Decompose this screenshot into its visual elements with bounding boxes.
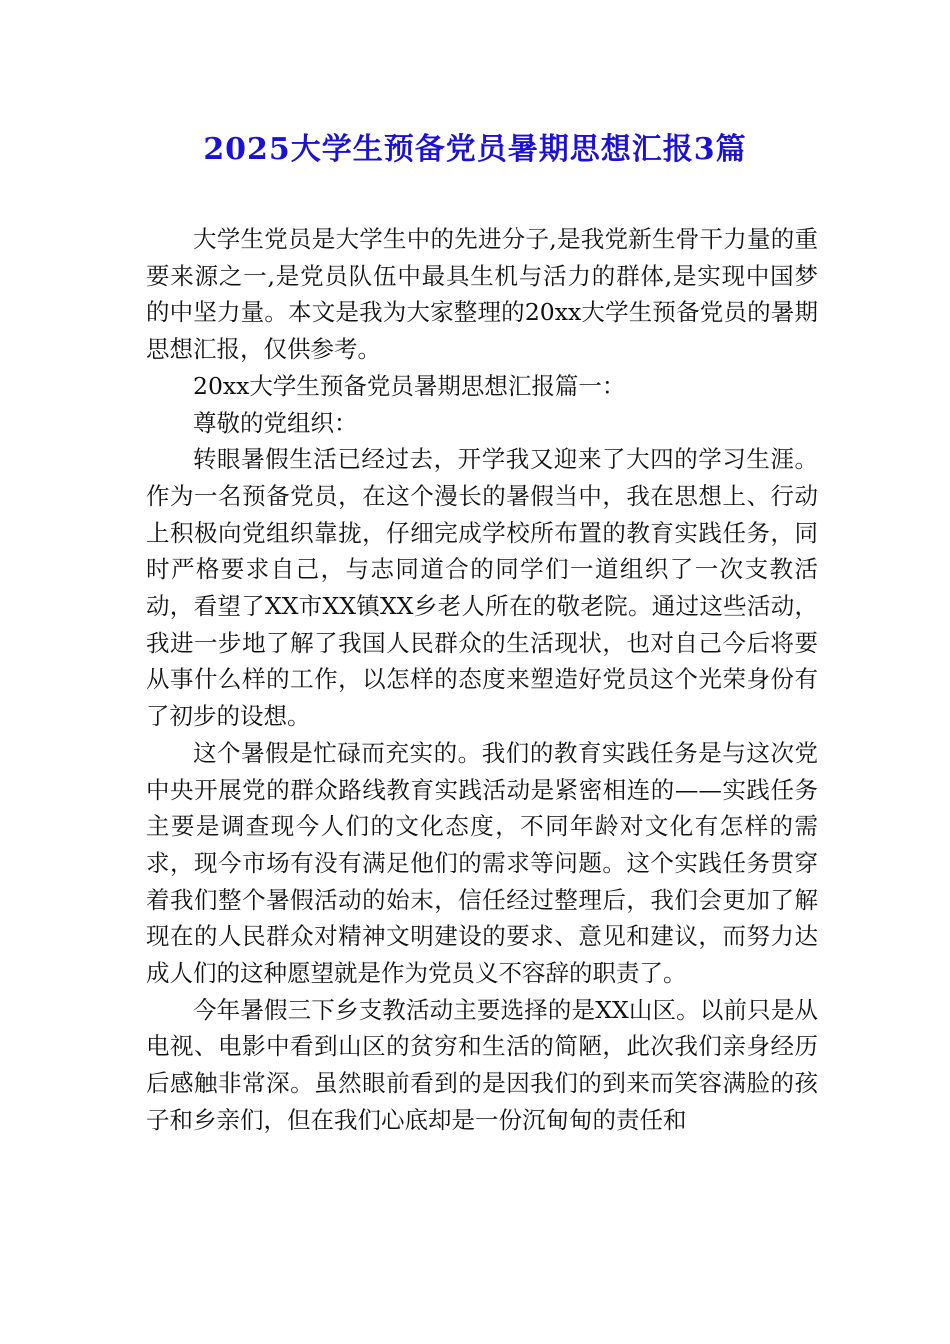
document-title: 2025大学生预备党员暑期思想汇报3篇 xyxy=(203,132,747,167)
paragraph-section-heading: 20xx大学生预备党员暑期思想汇报篇一： xyxy=(193,371,626,400)
document-body xyxy=(146,221,818,1139)
paragraph-salutation: 尊敬的党组织： xyxy=(193,408,358,437)
paragraph-body: 今年暑假三下乡支教活动主要选择的是XX山区。以前只是从电视、电影中看到山区的贫穷和生活的简陋，此次我们亲身经历后感触非常深。虽然眼前看到的是因我们的到来而笑容满脸的孩子和乡亲们，但在我们心底却是一份沉甸甸的责任和 xyxy=(146,995,818,1134)
paragraph-body: 这个暑假是忙碌而充实的。我们的教育实践任务是与这次党中央开展党的群众路线教育实践活动是紧密相连的——实践任务主要是调查现今人们的文化态度，不同年龄对文化有怎样的需求，现今市场有没有满足他们的需求等问题。这个实践任务贯穿着我们整个暑假活动的始末，信任经过整理后，我们会更加了解现在的人民群众对精神文明建设的要求、意见和建议，而努力达成人们的这种愿望就是作为党员义不容辞的职责了。 xyxy=(146,738,818,988)
paragraph-intro: 大学生党员是大学生中的先进分子,是我党新生骨干力量的重要来源之一,是党员队伍中最具生机与活力的群体,是实现中国梦的中坚力量。本文是我为大家整理的20xx大学生预备党员的暑期思想汇报，仅供参考。 xyxy=(146,225,818,364)
paragraph-body: 转眼暑假生活已经过去，开学我又迎来了大四的学习生涯。作为一名预备党员，在这个漫长的暑假当中，我在思想上、行动上积极向党组织靠拢，仔细完成学校所布置的教育实践任务，同时严格要求自己，与志同道合的同学们一道组织了一次支教活动，看望了XX市XX镇XX乡老人所在的敬老院。通过这些活动，我进一步地了解了我国人民群众的生活现状，也对自己今后将要从事什么样的工作，以怎样的态度来塑造好党员这个光荣身份有了初步的设想。 xyxy=(146,445,818,731)
